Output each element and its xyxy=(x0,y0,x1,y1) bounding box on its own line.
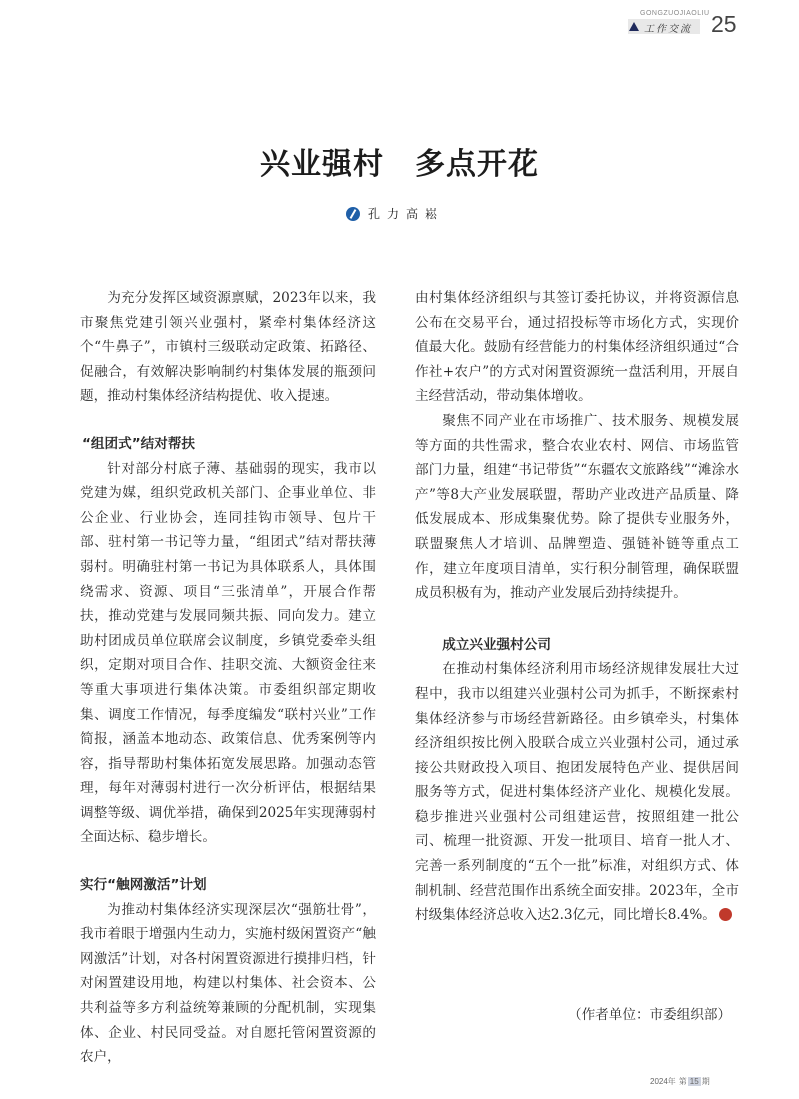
column-pinyin: GONGZUOJIAOLIU xyxy=(640,10,710,17)
article-title: 兴业强村 多点开花 xyxy=(260,147,539,182)
section-heading: “组团式”结对帮扶 xyxy=(82,435,196,452)
byline xyxy=(346,205,444,222)
section-heading: 成立兴业强村公司 xyxy=(442,636,551,653)
footer-di: 第 xyxy=(678,1077,687,1086)
footer-issue-number: 15 xyxy=(689,1077,699,1086)
section-heading: 实行“触网激活”计划 xyxy=(80,877,207,894)
triangle-icon xyxy=(629,22,639,31)
footer-year: 2024年 xyxy=(650,1077,676,1086)
author-names: 孔力高崧 xyxy=(368,207,445,221)
column-name: 工作交流 xyxy=(644,24,692,35)
section-paragraph: 聚焦不同产业在市场推广、技术服务、规模发展等方面的共性需求，整合农业农村、网信、市场监管部门力量，组建“书记带货”“东疆农文旅路线”“滩涂水产”等8大产业发展联盟，帮助产业改进产品质量、降低发展成本、形成集聚优势。除了提供专业服务外，联盟聚焦人才培训、品牌塑造、强链补链等重点工作，建立年度项目清单，实行积分制管理，确保联盟成员积极有为，推动产业发展后劲持续提升。 xyxy=(415,412,739,602)
footer-qi: 期 xyxy=(701,1077,710,1086)
continued-paragraph: 由村集体经济组织与其签订委托协议，并将资源信息公布在交易平台，通过招投标等市场化方式，实现价值最大化。鼓励有经营能力的村集体经济组织通过“合作社+农户”的方式对闲置资源统一盘活利用，开展自主经营活动，带动集体增收。 xyxy=(415,290,739,405)
page-footer xyxy=(650,1076,710,1087)
section-paragraph: 为推动村集体经济实现深层次“强筋壮骨”，我市着眼于增强内生动力，实施村级闲置资产“触网激活”计划，对各村闲置资源进行摸排归档，针对闲置建设用地，构建以村集体、社会资本、公共利益等多方利益统筹兼顾的分配机制，实现集体、企业、村民同受益。对自愿托管闲置资源的农户， xyxy=(80,901,376,1066)
right-column xyxy=(415,286,739,928)
author-unit: （作者单位：市委组织部） xyxy=(568,1007,732,1023)
intro-paragraph: 为充分发挥区域资源禀赋，2023年以来，我市聚焦党建引领兴业强村，紧牵村集体经济这个“牛鼻子”，市镇村三级联动定政策、拓路径、促融合，有效解决影响制约村集体发展的瓶颈问题，推动村集体经济结构提优、收入提速。 xyxy=(80,290,376,405)
page-number: 25 xyxy=(711,11,737,37)
pen-icon xyxy=(346,207,360,221)
left-column xyxy=(80,286,376,1070)
section-paragraph: 针对部分村底子薄、基础弱的现实，我市以党建为媒，组织党政机关部门、企事业单位、非公企业、行业协会，连同挂钩市领导、包片干部、驻村第一书记等力量，“组团式”结对帮扶薄弱村。明确驻村第一书记为具体联系人，具体围绕需求、资源、项目“三张清单”，开展合作帮扶，推动党建与发展同频共振、同向发力。建立助村团成员单位联席会议制度，乡镇党委牵头组织，定期对项目合作、挂职交流、大额资金往来等重大事项进行集体决策。市委组织部定期收集、调度工作情况，每季度编发“联村兴业”工作简报，涵盖本地动态、政策信息、优秀案例等内容，指导帮助村集体拓宽发展思路。加强动态管理，每年对薄弱村进行一次分析评估，根据结果调整等级、调优举措，确保到2025年实现薄弱村全面达标、稳步增长。 xyxy=(80,460,376,846)
end-mark-icon xyxy=(719,908,732,921)
section-paragraph: 在推动村集体经济利用市场经济规律发展壮大过程中，我市以组建兴业强村公司为抓手，不断探索村集体经济参与市场经营新路径。由乡镇牵头，村集体经济组织按比例入股联合成立兴业强村公司，通过承接公共财政投入项目、抱团发展特色产业、提供居间服务等方式，促进村集体经济产业化、规模化发展。稳步推进兴业强村公司组建运营，按照组建一批公司、梳理一批资源、开发一批项目、培育一批人才、完善一系列制度的“五个一批”标准，对组织方式、体制机制、经营范围作出系统全面安排。2023年，全市村级集体经济总收入达2.3亿元，同比增长8.4%。 xyxy=(415,661,739,924)
